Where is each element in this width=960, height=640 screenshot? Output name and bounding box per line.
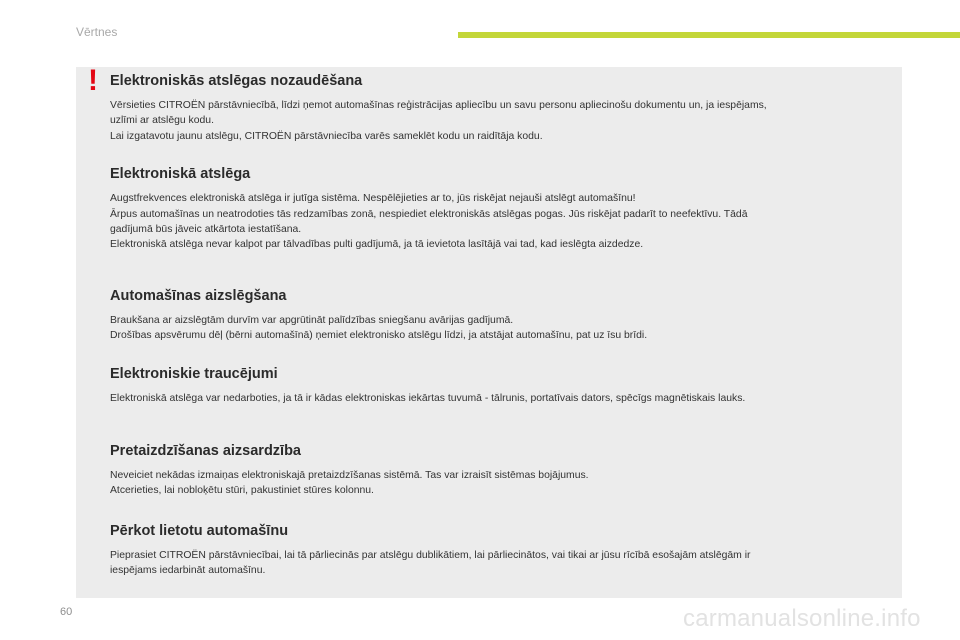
section-text: [110, 313, 894, 344]
section-lost-key: [110, 72, 894, 144]
section-anti-theft: [110, 442, 894, 499]
page-number: 60: [60, 606, 73, 618]
text-line: Neveiciet nekādas izmaiņas elektroniskajā pretaizdzīšanas sistēmā. Tas var izraisīt sistēmas bojājumus.: [110, 470, 589, 482]
text-line: Elektroniskā atslēga nevar kalpot par tālvadības pulti gadījumā, ja tā ievietota lasītājā vai tad, kad ieslēgta aizdedze.: [110, 239, 644, 251]
text-line: Elektroniskā atslēga var nedarboties, ja tā ir kādas elektroniskas iekārtas tuvumā - tālrunis, portatīvais dators, spēcīgs magnētiskais lauks.: [110, 392, 746, 404]
section-vehicle-locking: [110, 287, 894, 344]
text-line: Augstfrekvences elektroniskā atslēga ir jutīga sistēma. Nespēlējieties ar to, jūs riskējat nejauši atslēgt automašīnu!: [110, 193, 636, 205]
header-accent-bar: [458, 32, 960, 38]
text-line: gadījumā būs jāveic atkārtota iestatīšana.: [110, 224, 302, 236]
section-text: [110, 391, 894, 406]
section-title: Pērkot lietotu automašīnu: [110, 522, 289, 539]
text-line: Ārpus automašīnas un neatrodoties tās redzamības zonā, nespiediet elektroniskās atslēgas pogas. Jūs riskējat padarīt to neefektīvu. Tādā: [110, 208, 748, 220]
section-electronic-key: [110, 165, 894, 253]
text-line: iespējams iedarbināt automašīnu.: [110, 565, 266, 577]
exclamation-icon: !: [88, 64, 98, 97]
section-title: Automašīnas aizslēgšana: [110, 287, 287, 304]
chapter-title: Vērtnes: [76, 25, 118, 39]
section-electronic-interference: [110, 365, 894, 406]
text-line: Pieprasiet CITROËN pārstāvniecībai, lai tā pārliecinās par atslēgu dublikātiem, lai pārliecinātos, vai tikai ar jūsu rīcībā esošajām atslēgām ir: [110, 549, 751, 561]
section-used-vehicle: [110, 522, 894, 579]
section-title: Pretaizdzīšanas aizsardzība: [110, 443, 301, 460]
section-text: [110, 468, 894, 499]
section-title: Elektroniskā atslēga: [110, 166, 251, 183]
section-text: [110, 548, 894, 579]
section-title: Elektroniskās atslēgas nozaudēšana: [110, 73, 363, 89]
text-line: Atcerieties, lai nobloķētu stūri, pakustiniet stūres kolonnu.: [110, 485, 374, 497]
text-line: Drošības apsvērumu dēļ (bērni automašīnā) ņemiet elektronisko atslēgu līdzi, ja atstājat automašīnu, pat uz īsu brīdi.: [110, 330, 648, 342]
text-line: Braukšana ar aizslēgtām durvīm var apgrūtināt palīdzības sniegšanu avārijas gadījumā.: [110, 314, 514, 326]
warning-panel: [76, 64, 902, 598]
watermark: carmanualsonline.info: [683, 605, 921, 632]
text-line: Vērsieties CITROËN pārstāvniecībā, līdzi ņemot automašīnas reģistrācijas apliecību un savu personu apliecinošu dokumentu un, ja iespējams,: [110, 100, 767, 111]
section-text: [110, 191, 894, 253]
text-line: Lai izgatavotu jaunu atslēgu, CITROËN pārstāvniecība varēs sameklēt kodu un raidītāja kodu.: [110, 130, 543, 142]
section-text: [110, 98, 894, 144]
text-line: uzlīmi ar atslēgu kodu.: [110, 115, 214, 127]
section-title: Elektroniskie traucējumi: [110, 365, 278, 382]
